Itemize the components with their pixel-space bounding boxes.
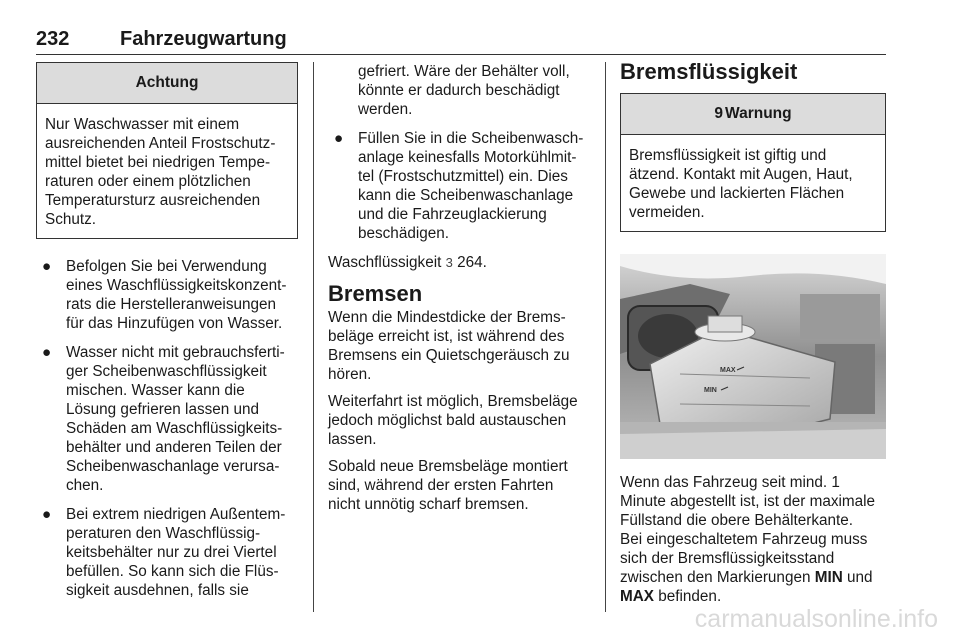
text-line: ger Scheibenwaschflüssigkeit	[66, 363, 267, 380]
text-line: könnte er dadurch beschädigt	[358, 82, 560, 99]
text-line: Scheibenwaschanlage verursa-	[66, 458, 280, 475]
text-line: peraturen den Waschflüssig-	[66, 525, 261, 542]
watermark: carmanualsonline.info	[694, 605, 938, 633]
paragraph	[328, 392, 592, 449]
bullet-icon: ●	[42, 258, 52, 275]
text-line: gefriert. Wäre der Behälter voll,	[358, 63, 570, 80]
column-2	[328, 62, 592, 522]
column-divider	[605, 62, 606, 612]
text-line: Minute abgestellt ist, ist der maximale	[620, 493, 876, 510]
text-line: Sobald neue Bremsbeläge montiert	[328, 458, 568, 475]
text-line: Nur Waschwasser mit einem	[45, 116, 240, 133]
text-span: befinden.	[658, 588, 722, 605]
bullet-item	[36, 343, 298, 495]
text-line: sigkeit ausdehnen, falls sie	[66, 582, 249, 599]
warning-text	[621, 135, 885, 231]
min-mark: MIN	[704, 387, 717, 394]
column-1	[36, 62, 298, 610]
text-line: beläge erreicht ist, ist während des	[328, 328, 565, 345]
text-line: mischen. Wasser kann die	[66, 382, 245, 399]
text-line: mittel bietet bei niedrigen Tempe-	[45, 154, 271, 171]
text-line: Wenn das Fahrzeug seit mind. 1	[620, 474, 840, 491]
text-line: lassen.	[328, 431, 377, 448]
section-title: Fahrzeugwartung	[120, 28, 287, 50]
xref-label: Waschflüssigkeit	[328, 254, 442, 271]
text-line: hören.	[328, 366, 372, 383]
text-line: Bremsflüssigkeit ist giftig und	[629, 147, 827, 164]
text-line: tel (Frostschutzmittel) ein. Dies	[358, 168, 568, 185]
text-line: ätzend. Kontakt mit Augen, Haut,	[629, 166, 853, 183]
paragraph	[328, 308, 592, 384]
bullet-icon: ●	[334, 130, 344, 147]
text-line: Lösung gefrieren lassen und	[66, 401, 260, 418]
max-mark: MAX	[720, 367, 736, 374]
text-line: sind, während der ersten Fahrten	[328, 477, 554, 494]
warning-header	[621, 94, 885, 135]
text-line	[620, 568, 886, 587]
text-line: befüllen. So kann sich die Flüs-	[66, 563, 279, 580]
text-line: Wasser nicht mit gebrauchsferti-	[66, 344, 285, 361]
section-heading: Bremsen	[328, 281, 423, 306]
text-line: keitsbehälter nur zu drei Viertel	[66, 544, 277, 561]
text-line: Bremsens ein Quietschgeräusch zu	[328, 347, 570, 364]
text-line: Bei eingeschaltetem Fahrzeug muss	[620, 531, 868, 548]
text-line: behälter und anderen Teilen der	[66, 439, 282, 456]
text-line: kann die Scheibenwaschanlage	[358, 187, 574, 204]
text-line: Schäden am Waschflüssigkeits-	[66, 420, 283, 437]
text-line: rats die Herstelleranweisungen	[66, 296, 277, 313]
text-line: werden.	[358, 101, 413, 118]
text-line: beschädigen.	[358, 225, 450, 242]
text-line: Weiterfahrt ist möglich, Bremsbeläge	[328, 393, 578, 410]
bullet-icon: ●	[42, 506, 52, 523]
text-line: eines Waschflüssigkeitskonzent-	[66, 277, 287, 294]
text-line: Schutz.	[45, 211, 97, 228]
bullet-continuation	[328, 62, 592, 119]
text-line: Temperatursturz ausreichenden	[45, 192, 261, 209]
text-line: und die Fahrzeuglackierung	[358, 206, 547, 223]
paragraph	[620, 473, 886, 606]
text-line: ausreichenden Anteil Frostschutz-	[45, 135, 276, 152]
caution-text	[37, 104, 297, 238]
section-heading: Bremsflüssigkeit	[620, 59, 798, 84]
text-line: Bei extrem niedrigen Außentem-	[66, 506, 286, 523]
xref-page-link[interactable]: 264.	[457, 254, 487, 271]
text-line: Füllen Sie in die Scheibenwasch-	[358, 130, 584, 147]
text-line: jedoch möglichst bald austauschen	[328, 412, 567, 429]
bullet-item	[36, 505, 298, 600]
text-line: Wenn die Mindestdicke der Brems-	[328, 309, 566, 326]
caution-title: Achtung	[37, 63, 297, 104]
text-line: chen.	[66, 477, 104, 494]
warning-triangle-icon: 9	[714, 105, 724, 122]
brake-fluid-reservoir-photo	[620, 254, 886, 459]
text-line: vermeiden.	[629, 204, 705, 221]
bullet-item	[36, 257, 298, 333]
paragraph	[328, 457, 592, 514]
text-line: für das Hinzufügen von Wasser.	[66, 315, 283, 332]
text-line: anlage keinesfalls Motorkühlmit-	[358, 149, 577, 166]
text-line: Gewebe und lackierten Flächen	[629, 185, 845, 202]
min-label: MIN	[814, 569, 843, 586]
text-line: Füllstand die obere Behälterkante.	[620, 512, 854, 529]
caution-box	[36, 62, 298, 239]
column-divider	[313, 62, 314, 612]
warning-box	[620, 93, 886, 232]
column-3	[620, 59, 886, 606]
bullet-icon: ●	[42, 344, 52, 361]
text-span: zwischen den Markierungen	[620, 569, 811, 586]
text-line: sich der Bremsflüssigkeitsstand	[620, 550, 835, 567]
xref-arrow-icon: 3	[445, 255, 453, 270]
bullet-item	[328, 129, 592, 243]
page-header	[36, 24, 886, 55]
text-line	[620, 587, 886, 606]
page-number: 232	[36, 28, 70, 50]
warning-title: Warnung	[725, 105, 792, 122]
text-line: Befolgen Sie bei Verwendung	[66, 258, 267, 275]
text-line: nicht unnötig scharf bremsen.	[328, 496, 529, 513]
text-line: raturen oder einem plötzlichen	[45, 173, 251, 190]
cross-reference	[328, 253, 592, 272]
text-span: und	[847, 569, 873, 586]
max-label: MAX	[620, 588, 654, 605]
